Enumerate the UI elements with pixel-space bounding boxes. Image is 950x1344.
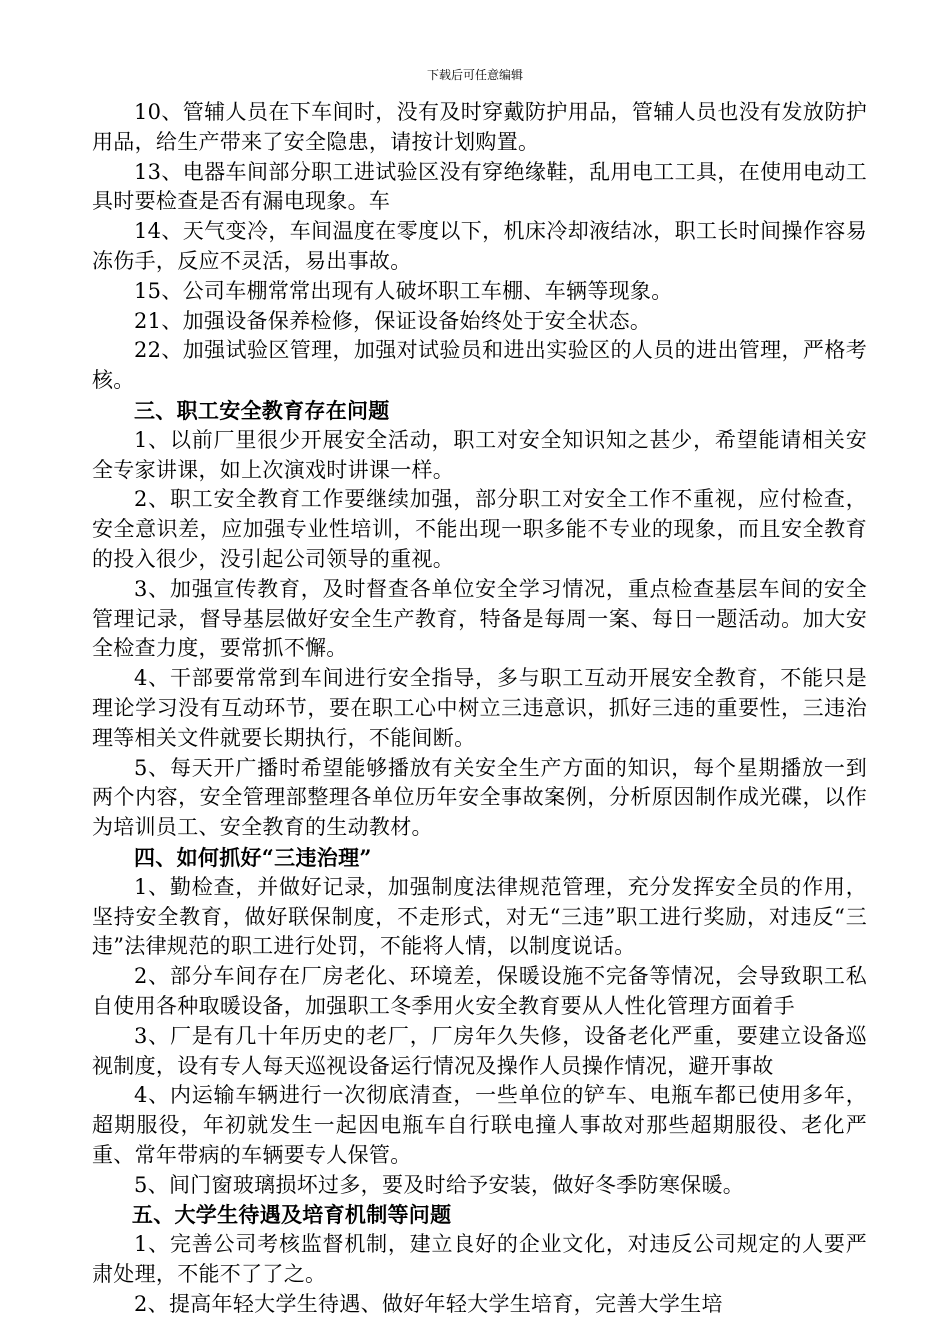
section5-paragraph-1: 1、完善公司考核监督机制，建立良好的企业文化，对违反公司规定的人要严肃处理，不能不了了之。 bbox=[92, 1232, 867, 1287]
paragraph-21: 21、加强设备保养检修，保证设备始终处于安全状态。 bbox=[134, 308, 652, 333]
paragraph-14: 14、天气变冷，车间温度在零度以下，机床冷却液结冰，职工长时间操作容易冻伤手，反应不灵活，易出事故。 bbox=[92, 219, 867, 273]
paragraph-13: 13、电器车间部分职工进试验区没有穿绝缘鞋，乱用电工工具，在使用电动工具时要检查是否有漏电现象。车 bbox=[92, 159, 867, 214]
section3-paragraph-4: 4、干部要常常到车间进行安全指导，多与职工互动开展安全教育，不能只是理论学习没有互动环节，要在职工心中树立三违意识，抓好三违的重要性，三违治理等相关文件就要长期执行，不能间断。 bbox=[92, 666, 867, 750]
section-heading-5: 五、大学生待遇及培育机制等问题 bbox=[131, 1202, 452, 1228]
paragraph-15: 15、公司车棚常常出现有人破坏职工车棚、车辆等现象。 bbox=[134, 278, 673, 303]
section4-paragraph-4: 4、内运输车辆进行一次彻底清查，一些单位的铲车、电瓶车都已使用多年，超期服役，年初就发生一起因电瓶车自行联电撞人事故对那些超期服役、老化严重、常年带病的车辆要专人保管。 bbox=[92, 1083, 867, 1167]
header-note: 下载后可任意编辑 bbox=[426, 68, 523, 82]
section3-paragraph-5: 5、每天开广播时希望能够播放有关安全生产方面的知识，每个星期播放一到两个内容，安全管理部整理各单位历年安全事故案例，分析原因制作成光碟，以作为培训员工、安全教育的生动教材。 bbox=[92, 755, 867, 840]
document-body bbox=[92, 98, 867, 1320]
section4-paragraph-2: 2、部分车间存在厂房老化、环境差，保暖设施不完备等情况，会导致职工私自使用各种取暖设备，加强职工冬季用火安全教育要从人性化管理方面着手 bbox=[92, 964, 867, 1018]
section4-paragraph-1: 1、勤检查，并做好记录，加强制度法律规范管理，充分发挥安全员的作用，坚持安全教育，做好联保制度，不走形式，对无“三违”职工进行奖励，对违反“三违”法律规范的职工进行处罚，不能将人情，以制度说话。 bbox=[92, 874, 867, 959]
section4-paragraph-5: 5、间门窗玻璃损坏过多，要及时给予安装，做好冬季防寒保暖。 bbox=[134, 1172, 745, 1197]
paragraph-10: 10、管辅人员在下车间时，没有及时穿戴防护用品，管辅人员也没有发放防护用品，给生产带来了安全隐患，请按计划购置。 bbox=[92, 100, 867, 154]
section3-paragraph-1: 1、以前厂里很少开展安全活动，职工对安全知识知之甚少，希望能请相关安全专家讲课，如上次演戏时讲课一样。 bbox=[92, 427, 867, 482]
section-heading-4: 四、如何抓好“三违治理” bbox=[134, 844, 372, 870]
section4-paragraph-3: 3、厂是有几十年历史的老厂，厂房年久失修，设备老化严重，要建立设备巡视制度，设有专人每天巡视设备运行情况及操作人员操作情况，避开事故 bbox=[92, 1023, 867, 1078]
section5-paragraph-2: 2、提高年轻大学生待遇、做好年轻大学生培育，完善大学生培 bbox=[134, 1291, 723, 1316]
section-heading-3: 三、职工安全教育存在问题 bbox=[134, 397, 390, 423]
section3-paragraph-3: 3、加强宣传教育，及时督查各单位安全学习情况，重点检查基层车间的安全管理记录，督导基层做好安全生产教育，特备是每周一案、每日一题活动。加大安全检查力度，要常抓不懈。 bbox=[92, 576, 867, 661]
paragraph-22: 22、加强试验区管理，加强对试验员和进出实验区的人员的进出管理，严格考核。 bbox=[92, 338, 867, 393]
section3-paragraph-2: 2、职工安全教育工作要继续加强，部分职工对安全工作不重视，应付检查，安全意识差，应加强专业性培训，不能出现一职多能不专业的现象，而且安全教育的投入很少，没引起公司领导的重视。 bbox=[92, 487, 867, 571]
